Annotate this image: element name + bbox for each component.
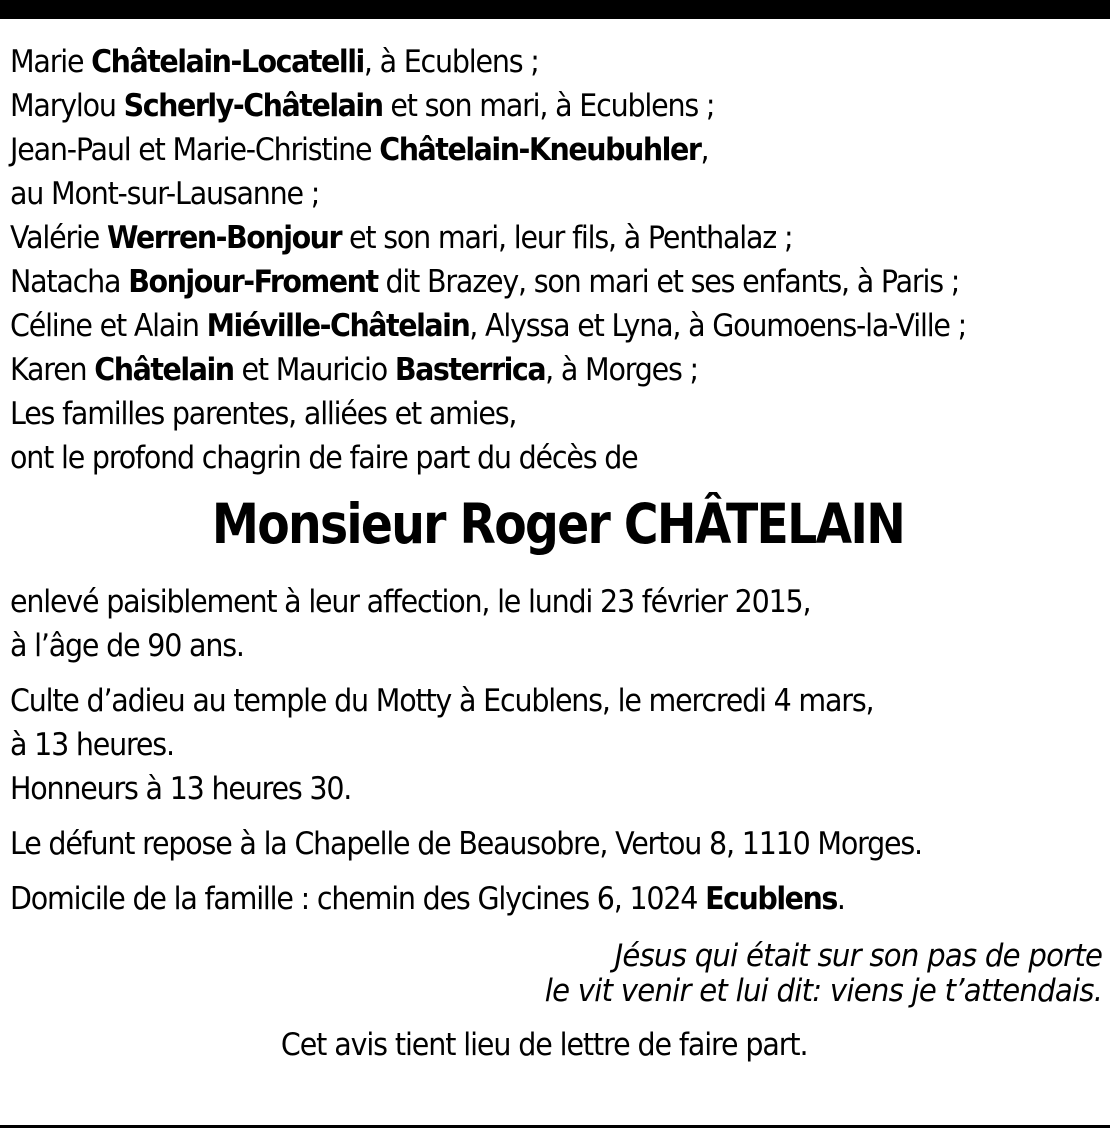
family-line-6: Natacha Bonjour-Froment dit Brazey, son mari et ses enfants, à Paris ; (10, 264, 960, 300)
family-line-2: Marylou Scherly-Châtelain et son mari, à Ecublens ; (10, 88, 715, 124)
domicile-line: Domicile de la famille : chemin des Glycines 6, 1024 Ecublens. (10, 881, 845, 917)
ceremony-line-3: Honneurs à 13 heures 30. (10, 771, 352, 807)
death-notice (10, 40, 1106, 1067)
family-line-4: au Mont-sur-Lausanne ; (10, 176, 320, 212)
bottom-rule (0, 1125, 1110, 1128)
deceased-name: Monsieur Roger CHÂTELAIN (211, 492, 905, 556)
family-line-8: Karen Châtelain et Mauricio Basterrica, à Morges ; (10, 352, 698, 388)
family-line-7: Céline et Alain Miéville-Châtelain, Alyssa et Lyna, à Goumoens-la-Ville ; (10, 308, 967, 344)
verse-line-2: le vit venir et lui dit: viens je t’attendais. (544, 973, 1103, 1009)
family-line-5: Valérie Werren-Bonjour et son mari, leur fils, à Penthalaz ; (10, 220, 793, 256)
ceremony-line-1: Culte d’adieu au temple du Motty à Ecublens, le mercredi 4 mars, (10, 683, 874, 719)
family-line-10: ont le profond chagrin de faire part du décès de (10, 440, 638, 476)
repose-line: Le défunt repose à la Chapelle de Beausobre, Vertou 8, 1110 Morges. (10, 826, 922, 862)
death-line-1: enlevé paisiblement à leur affection, le lundi 23 février 2015, (10, 584, 811, 620)
death-line-2: à l’âge de 90 ans. (10, 628, 244, 664)
family-line-1: Marie Châtelain-Locatelli, à Ecublens ; (10, 44, 539, 80)
closing-line: Cet avis tient lieu de lettre de faire part. (280, 1027, 808, 1063)
top-rule (0, 0, 1110, 19)
ceremony-line-2: à 13 heures. (10, 727, 174, 763)
verse-line-1: Jésus qui était sur son pas de porte (614, 938, 1103, 974)
family-line-9: Les familles parentes, alliées et amies, (10, 396, 517, 432)
family-line-3: Jean-Paul et Marie-Christine Châtelain-Kneubuhler, (10, 132, 709, 168)
